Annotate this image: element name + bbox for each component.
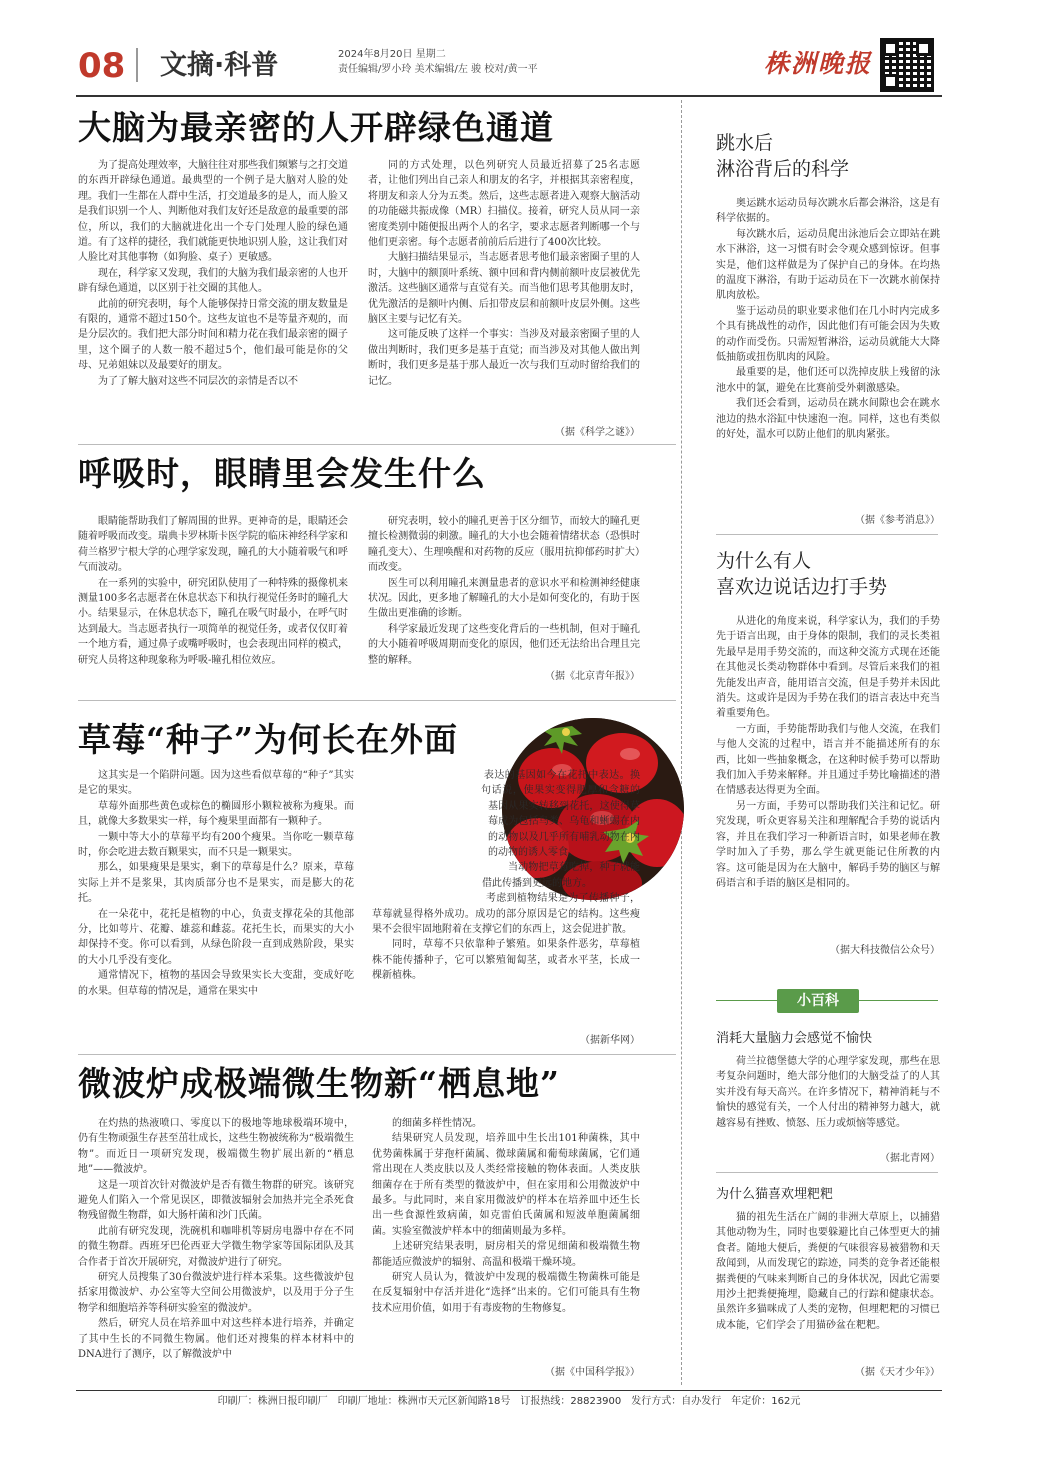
paragraph: 另一方面，手势可以帮助我们关注和记忆。研究发现，听众更容易关注和理解配合手势的说话内容，并且在我们学习一种新语言时，如果老师在教学时加入了手势，那么学生就更能记住所教的内容。这可能是因为在大脑中，解码手势的脑区与解码语言和手语的脑区是相同的。 xyxy=(716,800,940,889)
article-body-col1 xyxy=(78,1116,354,1382)
paragraph: 最重要的是，他们还可以洗掉皮肤上残留的泳池水中的氯，避免在比赛前受外刺激感染。 xyxy=(716,367,940,394)
article-separator xyxy=(716,1172,938,1173)
paragraph: 研究人员认为，微波炉中发现的极端微生物菌株可能是在反复辐射中存活并进化“选择”出来的。它们可能具有生物技术应用价值，如用于有毒废物的生物修复。 xyxy=(372,1272,640,1314)
paragraph: 每次跳水后，运动员爬出泳池后会立即站在跳水下淋浴，这一习惯有时会令观众感到惊讶。但事实是，他们这样做是为了保护自己的身体。在均热的温度下淋浴，有助于运动员在下一次跳水前保持肌肉放松。 xyxy=(716,228,940,302)
text-wrap-spacer xyxy=(372,768,488,908)
paragraph: 大脑扫描结果显示，当志愿者思考他们最亲密圈子里的人时，大脑中的额顶叶系统、额中回和背内侧前额叶皮层被优先激活。这些脑区通常与直觉有关。而当他们思考其他朋友时，优先激活的是额叶内侧、后扣带皮层和前额叶皮层外侧。这些脑区主要与记忆有关。 xyxy=(368,252,640,326)
article-title: 呼吸时，眼睛里会发生什么 xyxy=(78,454,486,493)
article-source: （据《中国科学报》） xyxy=(545,1367,640,1378)
article-source: （据大科技微信公众号） xyxy=(830,945,940,956)
paragraph: 同时，草莓不只依靠种子繁殖。如果条件恶劣，草莓植株不能传播种子，它可以繁殖匍匐茎，或者水平茎，长成一棵新植株。 xyxy=(372,939,640,982)
article-body-col2 xyxy=(368,514,640,670)
paragraph: 考虑到植物结果是为了传播种子，草莓就显得格外成功。成功的部分原因是它的结构。这些瘦果不会很牢固地附着在支撑它们的东西上，这会促进扩散。 xyxy=(372,893,640,936)
paragraph: 一颗中等大小的草莓平均有200个瘦果。当你吃一颗草莓时，你会吃进去数百颗果实，而不只是一颗果实。 xyxy=(78,831,354,859)
paragraph: 我们还会看到，运动员在跳水间隙也会在跳水池边的热水浴缸中快速泡一泡。同样，这也有类似的好处，温水可以防止他们的肌肉紧张。 xyxy=(716,398,940,441)
paragraph: 为了提高处理效率，大脑往往对那些我们频繁与之打交道的东西开辟绿色通道。最典型的一个例子是大脑对人脸的处理。我们一生都在人群中生活，打交道最多的是人，而人脸又是我们识别一个人、判断他对我们友好还是敌意的最重要的部位，所以，我们的大脑就进化出一个专门处理人脸的绿色通道。有了这样的捷径，我们就能更快地识别人脸，这让我们对人脸比对其他事物（如狗脸、桌子）更敏感。 xyxy=(78,160,348,264)
section-title: 文摘·科普 xyxy=(160,50,279,81)
article-body-col2 xyxy=(372,1116,640,1360)
paragraph: 为了了解大脑对这些不同层次的亲情是否以不 xyxy=(98,375,298,387)
paragraph: 然后，研究人员在培养皿中对这些样本进行培养，并确定了其中生长的不同微生物属。他们还对搜集的样本材料中的DNA进行了测序，以了解微波炉中 xyxy=(78,1318,354,1361)
article-source: （据新华网） xyxy=(580,1035,640,1046)
header-rule xyxy=(76,95,942,97)
paragraph: 此前有研究发现，洗碗机和咖啡机等厨房电器中存在不同的微生物群。西班牙巴伦西亚大学微生物学家等国际团队及其合作者于首次开展研究，对微波炉进行了研究。 xyxy=(78,1225,354,1268)
article-body: 荷兰拉德堡德大学的心理学家发现，那些在思考复杂问题时，绝大部分他们的大脑受益了的人其实并没有每天高兴。在许多情况下，精神消耗与不愉快的感觉有关，一个人付出的精神努力越大，就越容易有挫败、愤怒、压力或烦恼等感觉。 xyxy=(716,1056,940,1129)
encyclopedia-badge: 小百科 xyxy=(777,989,859,1013)
paragraph: 一方面，手势能帮助我们与他人交流，在我们与他人交流的过程中，语言并不能描述所有的东西，比如一些抽象概念，在这种时候手势可以帮助我们加入手势来解释。并且通过手势比喻描述的潜在情感表达得更为全面。 xyxy=(716,723,940,797)
article-separator xyxy=(78,444,676,445)
paragraph: 奥运跳水运动员每次跳水后都会淋浴，这是有科学依据的。 xyxy=(716,198,940,225)
column-divider xyxy=(681,100,682,1385)
article-body xyxy=(716,196,940,510)
paragraph: 在一系列的实验中，研究团队使用了一种特殊的摄像机来测量100多名志愿者在休息状态下和执行视觉任务时的瞳孔大小。结果显示，在休息状态下，瞳孔在吸气时最小，在呼气时达到最大。当志愿者执行一项简单的视觉任务，或者仅仅盯着一个地方看，通过鼻子或嘴呼吸时，也会表现出同样的模式，研究人员将这种现象称为呼吸-瞳孔相位效应。 xyxy=(78,577,348,666)
page-number: 08 xyxy=(78,46,126,86)
article-body-col1 xyxy=(78,514,348,690)
article-body-col1 xyxy=(78,768,354,1044)
article-title: 为什么猫喜欢埋粑粑 xyxy=(716,1187,834,1202)
paragraph: 研究表明，较小的瞳孔更善于区分细节，而较大的瞳孔更擅长检测微弱的刺激。瞳孔的大小也会随着情绪状态（恐惧时瞳孔变大）、生理唤醒和对药物的反应（服用抗抑郁药时扩大）而改变。 xyxy=(368,516,640,574)
paragraph: 草莓外面那些黄色或棕色的椭圆形小颗粒被称为瘦果。而且，就像大多数果实一样，每个瘦果里面都有一颗种子。 xyxy=(78,800,354,828)
paragraph: 研究人员搜集了30台微波炉进行样本采集。这些微波炉包括家用微波炉、办公室等大空间公用微波炉，以及用于分子生物学和细胞培养等科研实验室的微波炉。 xyxy=(78,1272,354,1314)
paragraph: 通常情况下，植物的基因会导致果实长大变甜，变成好吃的水果。但草莓的情况是，通常在果实中 xyxy=(78,970,354,997)
brand-logo: 株洲晚报 xyxy=(764,49,873,78)
article-title: 消耗大量脑力会感觉不愉快 xyxy=(716,1031,873,1046)
paragraph: 这是一项首次针对微波炉是否有微生物群的研究。该研究避免人们陷入一个常见误区，即微波辐射会加热并完全杀死食物残留微生物群，如大肠杆菌和沙门氏菌。 xyxy=(78,1179,354,1222)
article-body-col1 xyxy=(78,158,348,436)
paragraph: 那么，如果瘦果是果实，剩下的草莓是什么？原来，草莓实际上并不是浆果，其肉质部分也不是果实，而是膨大的花托。 xyxy=(78,862,354,905)
paragraph: 上述研究结果表明，厨房相关的常见细菌和极端微生物都能适应微波炉的辐射、高温和极端干燥环境。 xyxy=(372,1241,640,1268)
paragraph: 医生可以利用瞳孔来测量患者的意识水平和检测神经健康状况。因此，更多地了解瞳孔的大小是如何变化的，有助于医生做出更准确的诊断。 xyxy=(368,577,640,620)
article-separator xyxy=(716,534,938,535)
article-source: （据北青网） xyxy=(880,1153,940,1164)
article-source: （据《科学之谜》） xyxy=(555,427,640,438)
paragraph: 这可能反映了这样一个事实：当涉及对最亲密圈子里的人做出判断时，我们更多是基于直觉；而当涉及对其他人做出判断时，我们更多是基于那人最近一次与我们互动时留给我们的记忆。 xyxy=(368,329,640,387)
article-separator xyxy=(78,700,676,701)
footer-imprint: 印刷厂：株洲日报印刷厂 印刷厂地址：株洲市天元区新闻路18号 订报热线：28823900 发行方式：自办发行 年定价：162元 xyxy=(217,1396,801,1407)
qr-code-icon[interactable] xyxy=(880,38,934,92)
paragraph: 这其实是一个陷阱问题。因为这些看似草莓的“种子”其实是它的果实。 xyxy=(78,770,354,797)
article-body: 猫的祖先生活在广阔的非洲大草原上，以捕猎其他动物为生，同时也要躲避比自己体型更大的捕食者。随地大便后，粪便的气味很容易被猎物和天敌闻到，从而发现它的踪迹，同类的竞争者还能根据粪便的气味来判断自己的身体状况，因此它需要用沙土把粪便掩埋，隐藏自己的行踪和健康状态。虽然许多猫咪成了人类的宠物，但埋粑粑的习惯已成本能，它们学会了用猫砂盆在粑粑。 xyxy=(716,1212,940,1331)
article-separator xyxy=(78,1054,676,1055)
editors-line: 责任编辑/罗小玲 美术编辑/左 骏 校对/黄一平 xyxy=(338,64,538,75)
article-title: 草莓“种子”为何长在外面 xyxy=(78,720,458,759)
paragraph: 当动物把草莓吃掉，种子就能借此传播到更远的地方。 xyxy=(481,862,640,889)
article-title: 跳水后 淋浴背后的科学 xyxy=(716,132,850,180)
article-title: 为什么有人 喜欢边说话边打手势 xyxy=(716,550,888,598)
paragraph: 在灼热的热液喷口、零度以下的极地等地球极端环境中，仍有生物顽强生存甚至茁壮成长，这些生物被统称为“极端微生物”。而近日一项研究发现，极端微生物扩展出新的“栖息地”——微波炉。 xyxy=(78,1118,354,1176)
article-title: 大脑为最亲密的人开辟绿色通道 xyxy=(78,108,554,147)
paragraph: 的细菌多样性情况。 xyxy=(392,1118,482,1129)
paragraph: 眼睛能帮助我们了解周围的世界。更神奇的是，眼睛还会随着呼吸而改变。瑞典卡罗林斯卡医学院的临床神经科学家和荷兰格罗宁根大学的心理学家发现，瞳孔的大小随着吸气和呼气而波动。 xyxy=(78,516,348,574)
paragraph: 科学家最近发现了这些变化背后的一些机制，但对于瞳孔的大小随着呼吸周期而变化的原因，他们还无法给出合理且完整的解释。 xyxy=(368,623,640,666)
header-meta xyxy=(338,47,538,77)
paragraph: 结果研究人员发现，培养皿中生长出101种菌株，其中优势菌株属于芽孢杆菌属、微球菌属和葡萄球菌属，它们通常出现在人类皮肤以及人类经常接触的物体表面。人类皮肤细菌存在于所有类型的微波炉中，但在家用和公用微波炉中最多。与此同时，来自家用微波炉的样本在培养皿中还生长出一些食源性致病菌，如克雷伯氏菌属和短波单胞菌属细菌。实验室微波炉样本中的细菌则最为多样。 xyxy=(372,1133,640,1237)
paragraph: 现在，科学家又发现，我们的大脑为我们最亲密的人也开辟有绿色通道，以区别于社交圈的其他人。 xyxy=(78,267,348,295)
article-source: （据《北京青年报》） xyxy=(545,671,640,682)
article-body xyxy=(716,614,940,938)
date-line: 2024年8月20日 星期二 xyxy=(338,49,446,60)
article-body-col2 xyxy=(368,158,640,424)
article-source: （据《天才少年》） xyxy=(855,1367,940,1378)
paragraph: 同的方式处理，以色列研究人员最近招募了25名志愿者，让他们列出自己亲人和朋友的名字，并根据其亲密程度，将朋友和亲人分为五类。然后，这些志愿者进入观察大脑活动的功能磁共振成像（MR）扫描仪。接着，研究人员从同一亲密度类别中随便报出两个人的名字，要求志愿者判断哪一个与他们更亲密。每个志愿者前前后后进行了400次比较。 xyxy=(368,160,640,249)
paragraph: 表达的基因如今在花托中表达。换句话说，使果实变得肥厚和含糖的基因从果实转移到花托，这使得草莓成为包括鸟类、乌龟和蜥蜴在内的动物以及几乎所有哺乳动物在内的动物的诱人零食。 xyxy=(480,770,640,859)
paragraph: 此前的研究表明，每个人能够保持日常交流的朋友数量是有限的，通常不超过150个。这些友谊也不是等量齐观的，而是分层次的。我们把大部分时间和精力花在我们最亲密的圈子里，这个圈子的人数一般不超过5个，他们最可能是你的父母、兄弟姐妹以及最要好的朋友。 xyxy=(78,298,348,372)
article-body-col2 xyxy=(372,768,640,1026)
article-title: 微波炉成极端微生物新“栖息地” xyxy=(78,1064,560,1103)
paragraph: 鉴于运动员的职业要求他们在几小时内完成多个具有挑战性的动作，因此他们有可能会因为失败的动作而受伤。只需短暂淋浴，运动员就能大大降低抽筋或扭伤肌肉的风险。 xyxy=(716,305,940,364)
paragraph: 在一朵花中，花托是植物的中心，负责支撑花朵的其他部分，比如萼片、花瓣、雄蕊和雌蕊。花托生长，而果实的大小却保持不变。你可以看到，从绿色阶段一直到成熟阶段，果实的大小几乎没有变化。 xyxy=(78,908,354,966)
paragraph: 从进化的角度来说，科学家认为，我们的手势先于语言出现，由于身体的限制，我们的灵长类祖先最早是用手势交流的，而这种交流方式现在还能在其他灵长类动物群体中看到。尽管后来我们的祖先能发出声音，能用语言交流，但是手势并未因此消失。这或许是因为手势在我们的语言表达中充当着重要角色。 xyxy=(716,616,940,720)
footer-rule xyxy=(76,1390,942,1391)
article-source: （据《参考消息》） xyxy=(855,515,940,526)
header-divider xyxy=(136,48,138,82)
